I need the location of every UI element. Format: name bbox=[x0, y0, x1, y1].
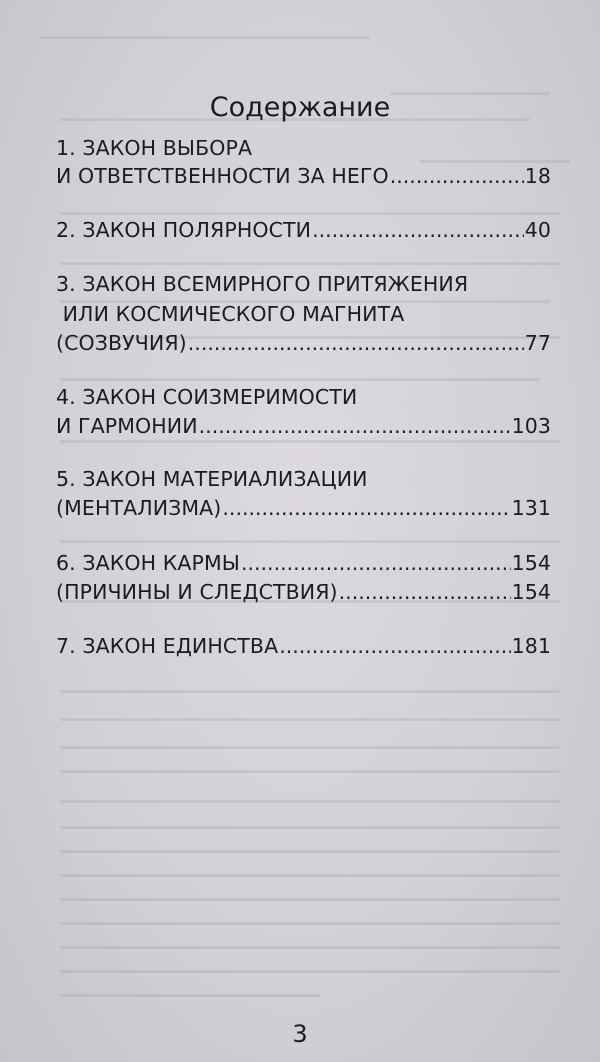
toc-entry-5-line-2: (МЕНТАЛИЗМА) bbox=[56, 496, 222, 520]
leader-dots bbox=[279, 634, 510, 658]
leader-dots bbox=[312, 218, 524, 242]
page-title: Содержание bbox=[209, 92, 391, 123]
leader-dots bbox=[339, 580, 511, 604]
toc-entry-4-line-2: И ГАРМОНИИ bbox=[56, 414, 198, 438]
toc-entry-1-line-2: И ОТВЕТСТВЕННОСТИ ЗА НЕГО bbox=[56, 164, 389, 188]
page-number: 3 bbox=[292, 1020, 308, 1048]
toc-entry-2[interactable] bbox=[56, 218, 551, 242]
toc-entry-4-line-1: 4. ЗАКОН СОИЗМЕРИМОСТИ bbox=[56, 385, 358, 409]
toc-entry-6b-line-1: (ПРИЧИНЫ И СЛЕДСТВИЯ) bbox=[56, 580, 338, 604]
toc-entry-6-line-1: 6. ЗАКОН КАРМЫ bbox=[56, 551, 240, 575]
toc-entry-6b[interactable] bbox=[56, 580, 551, 604]
toc-entry-5[interactable] bbox=[56, 496, 551, 520]
toc-entry-6[interactable] bbox=[56, 551, 551, 575]
toc-entry-1-page: 18 bbox=[524, 164, 551, 188]
toc-entry-6b-page: 154 bbox=[511, 580, 551, 604]
toc-entry-3-line-3: (СОЗВУЧИЯ) bbox=[56, 331, 187, 355]
leader-dots bbox=[188, 331, 524, 355]
toc-entry-2-page: 40 bbox=[524, 218, 551, 242]
toc-entry-3[interactable] bbox=[56, 331, 551, 355]
toc-entry-1-line-1: 1. ЗАКОН ВЫБОРА bbox=[56, 136, 253, 160]
toc-entry-3-line-1: 3. ЗАКОН ВСЕМИРНОГО ПРИТЯЖЕНИЯ bbox=[56, 272, 469, 296]
toc-entry-7-line-1: 7. ЗАКОН ЕДИНСТВА bbox=[56, 634, 279, 658]
toc-entry-7-page: 181 bbox=[511, 634, 551, 658]
toc-entry-7[interactable] bbox=[56, 634, 551, 658]
toc-entry-5-line-1: 5. ЗАКОН МАТЕРИАЛИЗАЦИИ bbox=[56, 467, 368, 491]
leader-dots bbox=[390, 164, 524, 188]
leader-dots bbox=[222, 496, 510, 520]
toc-entry-6-page: 154 bbox=[511, 551, 551, 575]
toc-entry-5-page: 131 bbox=[511, 496, 551, 520]
toc-entry-1[interactable] bbox=[56, 164, 551, 188]
leader-dots bbox=[199, 414, 511, 438]
toc-entry-4-page: 103 bbox=[511, 414, 551, 438]
toc-entry-4[interactable] bbox=[56, 414, 551, 438]
toc-entry-3-line-2: ИЛИ КОСМИЧЕСКОГО МАГНИТА bbox=[56, 302, 405, 326]
toc-entry-2-line-1: 2. ЗАКОН ПОЛЯРНОСТИ bbox=[56, 218, 312, 242]
toc-entry-3-page: 77 bbox=[524, 331, 551, 355]
leader-dots bbox=[241, 551, 511, 575]
